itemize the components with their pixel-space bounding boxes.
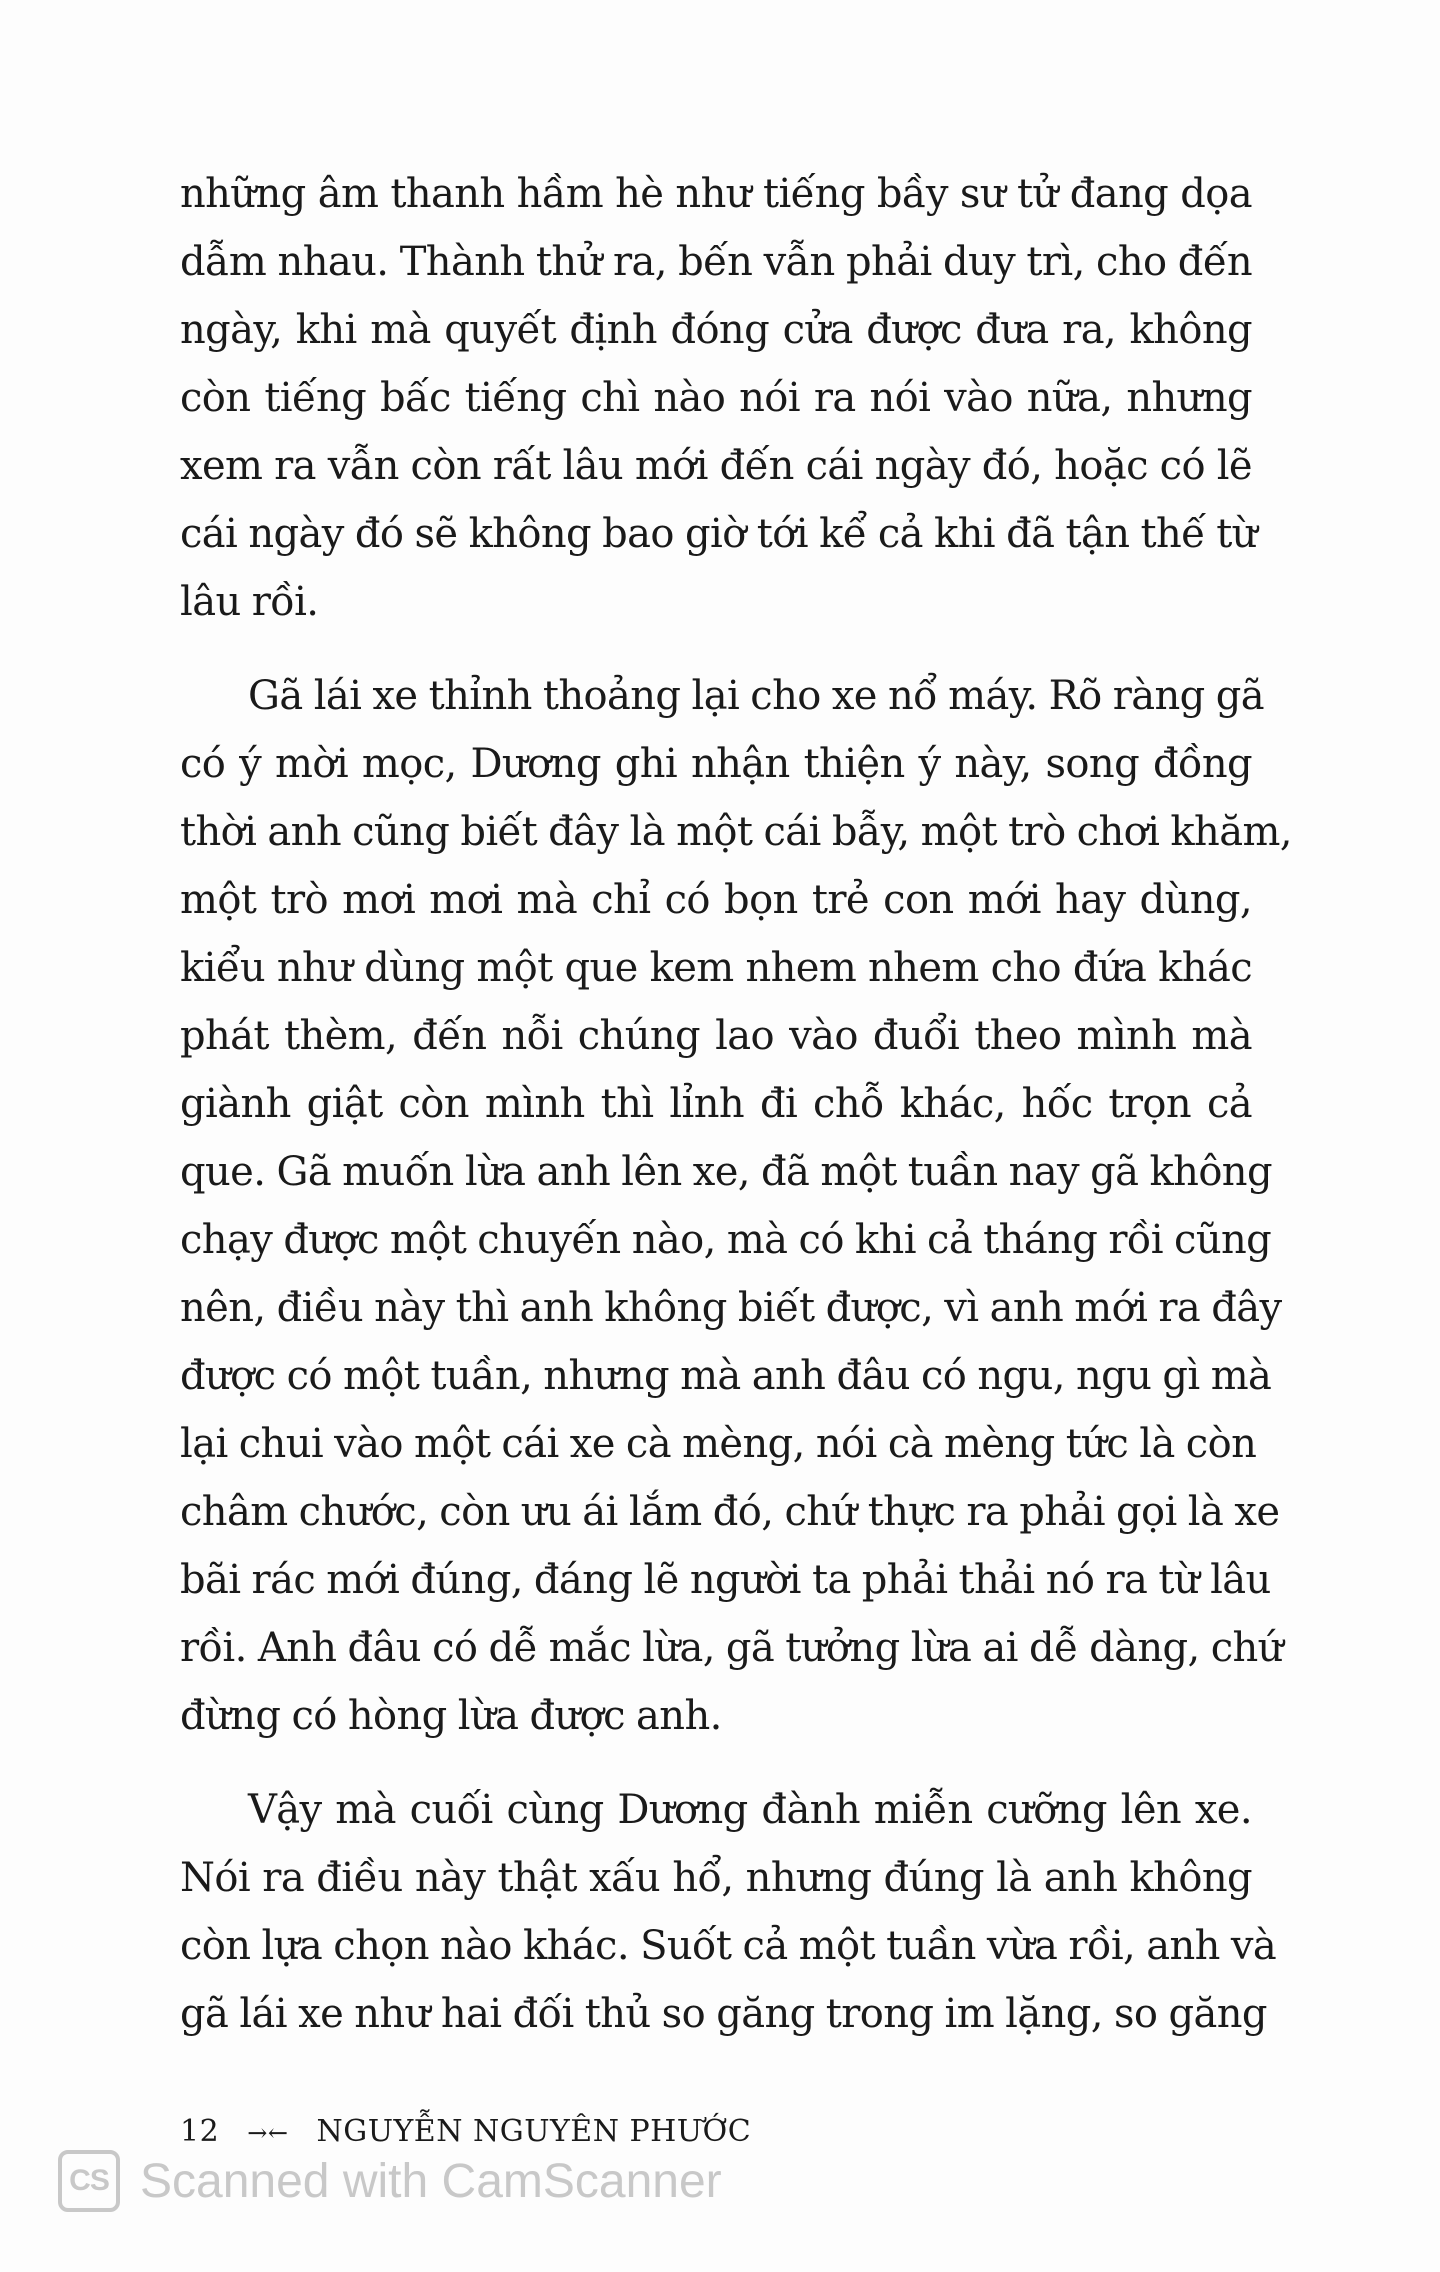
text-line: còn tiếng bấc tiếng chì nào nói ra nói vào nữa, nhưng [180,375,1252,421]
text-line: thời anh cũng biết đây là một cái bẫy, một trò chơi khăm, [180,809,1292,855]
paragraph-gap [180,1750,1252,1776]
camscanner-logo-icon: CS [58,2150,120,2212]
text-line: một trò mơi mơi mà chỉ có bọn trẻ con mới hay dùng, [180,877,1252,923]
text-line: Gã lái xe thỉnh thoảng lại cho xe nổ máy. Rõ ràng gã [248,673,1265,719]
text-line: nên, điều này thì anh không biết được, vì anh mới ra đây [180,1285,1282,1331]
text-line: chạy được một chuyến nào, mà có khi cả tháng rồi cũng [180,1217,1272,1263]
text-line: xem ra vẫn còn rất lâu mới đến cái ngày đó, hoặc có lẽ [180,443,1252,489]
text-line: lại chui vào một cái xe cà mèng, nói cà mèng tức là còn [180,1421,1257,1467]
watermark-text: Scanned with CamScanner [140,2154,722,2208]
text-line: ngày, khi mà quyết định đóng cửa được đưa ra, không [180,307,1252,353]
text-line: có ý mời mọc, Dương ghi nhận thiện ý này, song đồng [180,741,1252,787]
text-line: Vậy mà cuối cùng Dương đành miễn cưỡng lên xe. [248,1787,1252,1833]
text-line: bãi rác mới đúng, đáng lẽ người ta phải thải nó ra từ lâu [180,1557,1271,1603]
text-line: phát thèm, đến nỗi chúng lao vào đuổi theo mình mà [180,1013,1252,1059]
paragraph-gap [180,636,1252,662]
text-line: Nói ra điều này thật xấu hổ, nhưng đúng là anh không [180,1855,1252,1901]
paragraph [180,160,1257,636]
text-line: châm chước, còn ưu ái lắm đó, chứ thực ra phải gọi là xe [180,1489,1280,1535]
text-line: giành giật còn mình thì lỉnh đi chỗ khác, hốc trọn cả [180,1081,1252,1127]
text-line: gã lái xe như hai đối thủ so găng trong im lặng, so găng [180,1991,1267,2037]
page-footer [180,2112,751,2153]
text-line: lâu rồi. [180,579,319,625]
paragraph [180,662,1292,1750]
paragraph [180,1776,1277,2048]
text-line: đừng có hòng lừa được anh. [180,1693,722,1739]
camscanner-watermark [58,2148,722,2214]
body-text [180,160,1292,2048]
text-line: được có một tuần, nhưng mà anh đâu có ngu, ngu gì mà [180,1353,1272,1399]
text-line: kiểu như dùng một que kem nhem nhem cho đứa khác [180,945,1252,991]
text-line: còn lựa chọn nào khác. Suốt cả một tuần vừa rồi, anh và [180,1923,1277,1969]
text-line: những âm thanh hầm hè như tiếng bầy sư tử đang dọa [180,171,1252,217]
page-number: 12 [180,2114,220,2149]
text-line: dẫm nhau. Thành thử ra, bến vẫn phải duy trì, cho đến [180,239,1252,285]
text-line: que. Gã muốn lừa anh lên xe, đã một tuần nay gã không [180,1149,1272,1195]
text-line: cái ngày đó sẽ không bao giờ tới kể cả khi đã tận thế từ [180,511,1257,557]
footer-separator: →← [247,2119,289,2147]
text-line: rồi. Anh đâu có dễ mắc lừa, gã tưởng lừa ai dễ dàng, chứ [180,1625,1283,1671]
author-name: NGUYỄN NGUYÊN PHƯỚC [316,2114,752,2149]
